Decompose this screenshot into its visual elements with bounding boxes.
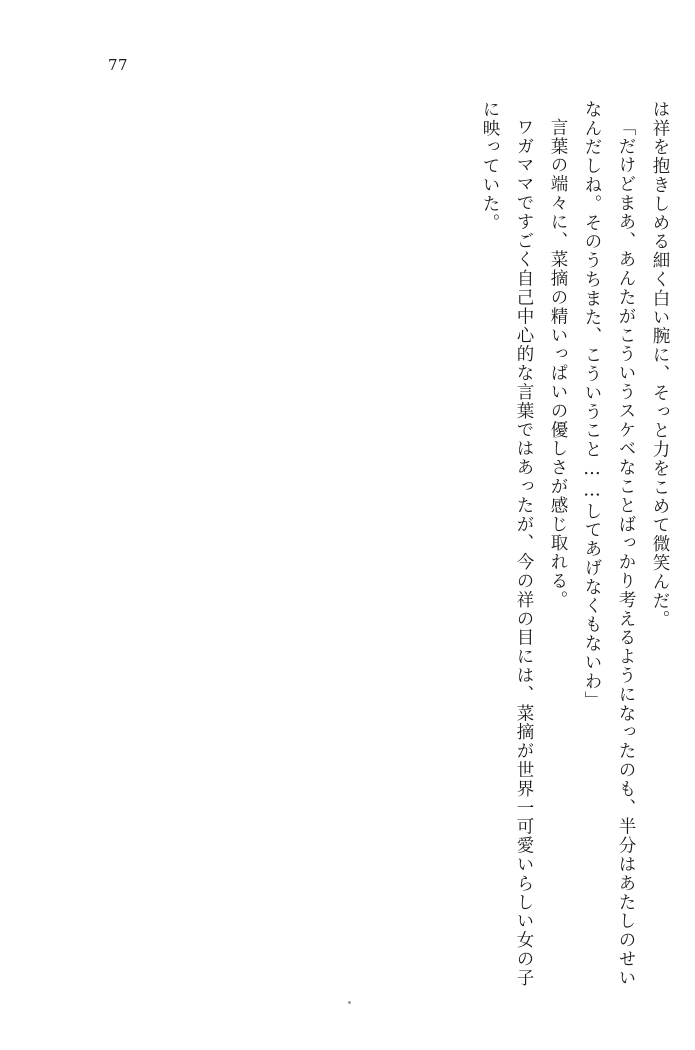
paragraph: は祥を抱きしめる細く白い腕に、そっと力をこめて微笑んだ。 xyxy=(650,100,670,630)
paragraph: 「だけどまあ、あんたがこういうスケベなことばっかり考えるようになったのも、半分はあたしのせいなんだしね。そのうちまた、こういうこと……してあげなくもないわ」 xyxy=(582,100,636,987)
page-text-body xyxy=(37,100,677,1000)
paragraph: 言葉の端々に、菜摘の精いっぱいの優しさが感じ取れる。 xyxy=(548,117,568,609)
footer-mark xyxy=(348,1001,351,1004)
paragraph: ワガママですごく自己中心的な言葉ではあったが、今の祥の目には、菜摘が世界一可愛いらしい女の子に映っていた。 xyxy=(480,100,534,987)
page-number: 77 xyxy=(108,56,129,74)
